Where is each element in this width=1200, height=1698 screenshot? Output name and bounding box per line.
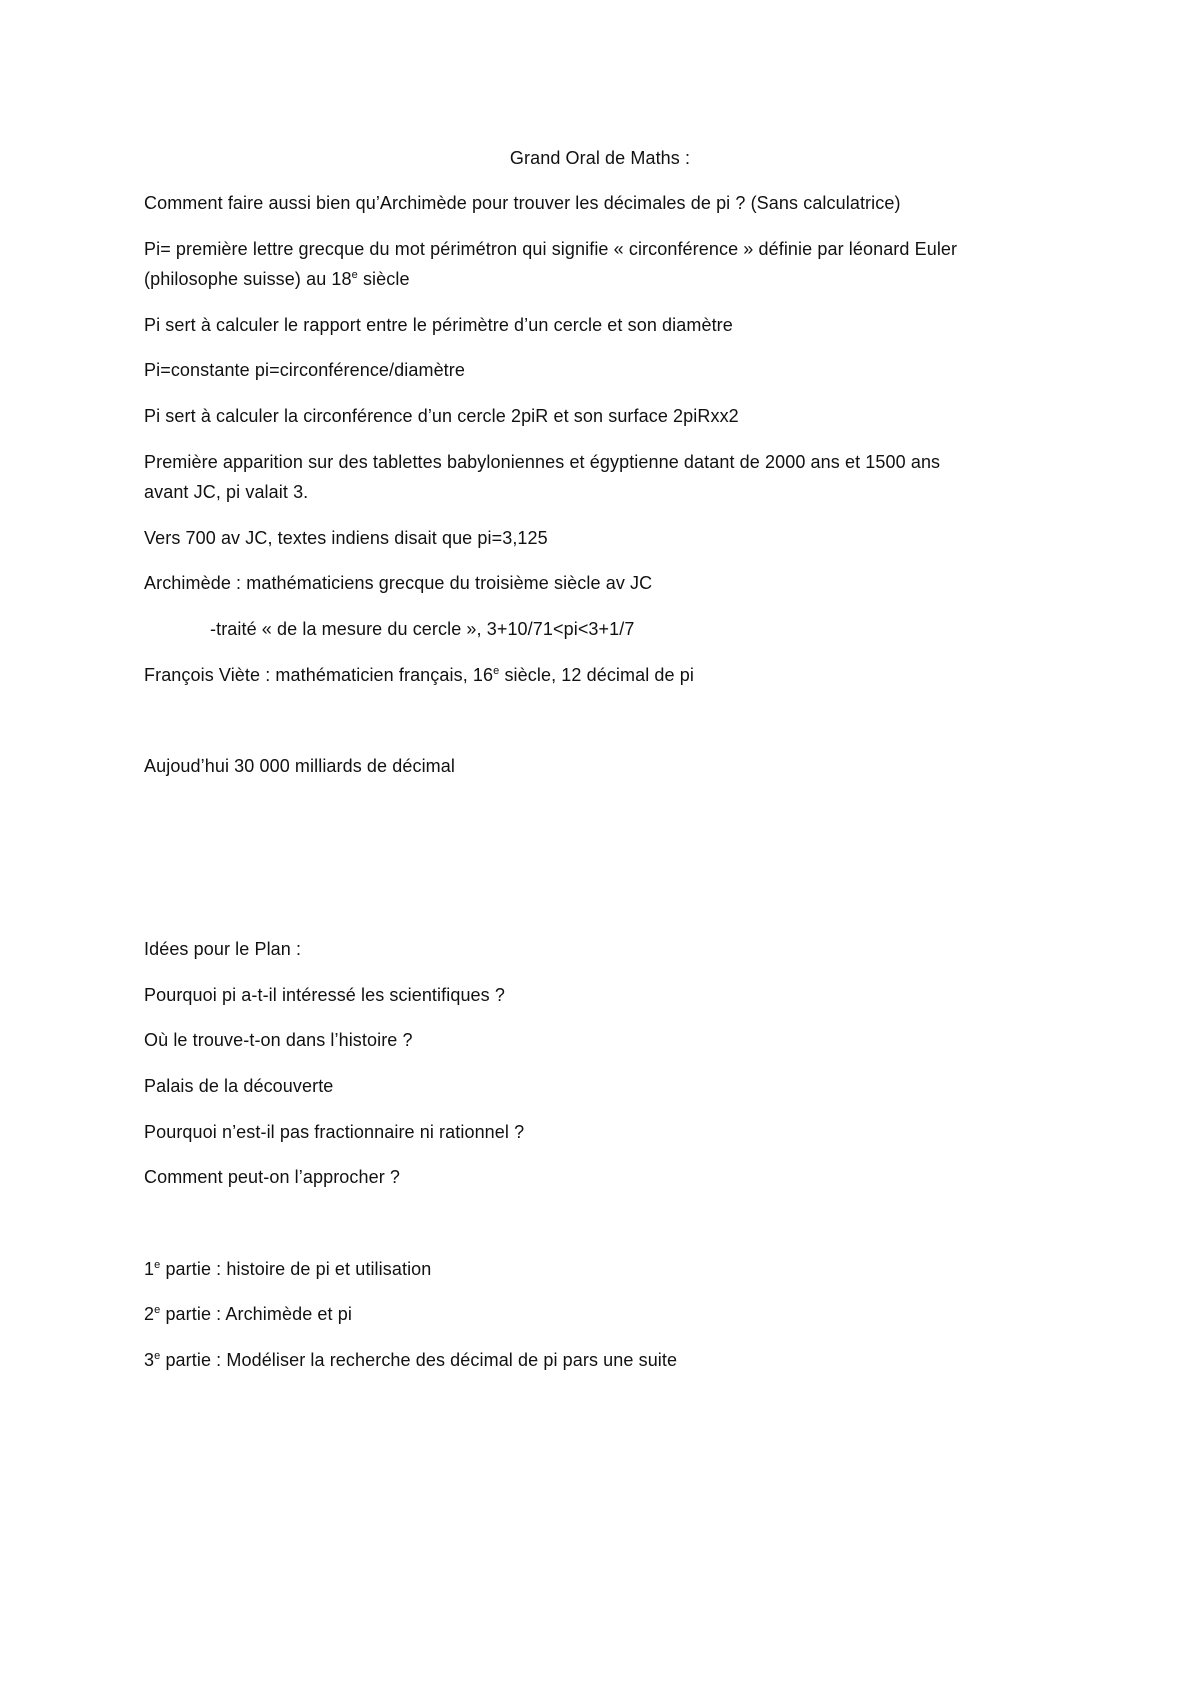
viete-note-suffix: siècle, 12 décimal de pi	[499, 665, 694, 685]
ordinal-superscript: e	[154, 1304, 161, 1316]
plan-idea-item: Pourquoi pi a-t-il intéressé les scientifiques ?	[144, 985, 505, 1005]
definition-line-2-text: (philosophe suisse) au 18	[144, 269, 352, 289]
main-question: Comment faire aussi bien qu’Archimède pour trouver les décimales de pi ? (Sans calculatrice)	[144, 193, 901, 213]
part-title: partie : histoire de pi et utilisation	[160, 1259, 432, 1279]
ordinal-superscript: e	[154, 1259, 161, 1271]
ordinal-superscript: e	[493, 665, 500, 677]
part-title: partie : Modéliser la recherche des décimal de pi pars une suite	[160, 1350, 678, 1370]
plan-heading: Idées pour le Plan :	[144, 939, 302, 959]
constant-note: Pi=constante pi=circonférence/diamètre	[144, 360, 465, 380]
part-title: partie : Archimède et pi	[160, 1304, 352, 1324]
indian-texts-note: Vers 700 av JC, textes indiens disait que pi=3,125	[144, 528, 548, 548]
part-number: 2	[144, 1304, 155, 1324]
plan-idea-item: Où le trouve-t-on dans l’histoire ?	[144, 1030, 413, 1050]
viete-note	[144, 660, 694, 690]
definition-line-2	[144, 264, 410, 294]
definition-line-2-suffix: siècle	[357, 269, 410, 289]
first-appearance-line-2: avant JC, pi valait 3.	[144, 482, 309, 502]
definition-line-1: Pi= première lettre grecque du mot périmétron qui signifie « circonférence » définie par léonard Euler	[144, 239, 958, 259]
plan-idea-item: Comment peut-on l’approcher ?	[144, 1167, 401, 1187]
part-3	[144, 1345, 677, 1375]
part-2	[144, 1299, 352, 1329]
plan-idea-item: Pourquoi n’est-il pas fractionnaire ni rationnel ?	[144, 1122, 525, 1142]
plan-idea-item: Palais de la découverte	[144, 1076, 334, 1096]
circumference-note: Pi sert à calculer la circonférence d’un cercle 2piR et son surface 2piRxx2	[144, 406, 739, 426]
today-note: Aujoud’hui 30 000 milliards de décimal	[144, 756, 455, 776]
archimedes-note: Archimède : mathématiciens grecque du troisième siècle av JC	[144, 573, 653, 593]
document-title: Grand Oral de Maths :	[509, 148, 691, 168]
archimedes-treatise-note: -traité « de la mesure du cercle », 3+10/71<pi<3+1/7	[210, 619, 635, 639]
part-number: 1	[144, 1259, 155, 1279]
part-1	[144, 1254, 431, 1284]
part-number: 3	[144, 1350, 155, 1370]
viete-note-text: François Viète : mathématicien français, 16	[144, 665, 494, 685]
ratio-note: Pi sert à calculer le rapport entre le périmètre d’un cercle et son diamètre	[144, 315, 733, 335]
ordinal-superscript: e	[154, 1350, 161, 1362]
ordinal-superscript: e	[351, 269, 358, 281]
first-appearance-line-1: Première apparition sur des tablettes babyloniennes et égyptienne datant de 2000 ans et 1500 ans	[144, 452, 941, 472]
